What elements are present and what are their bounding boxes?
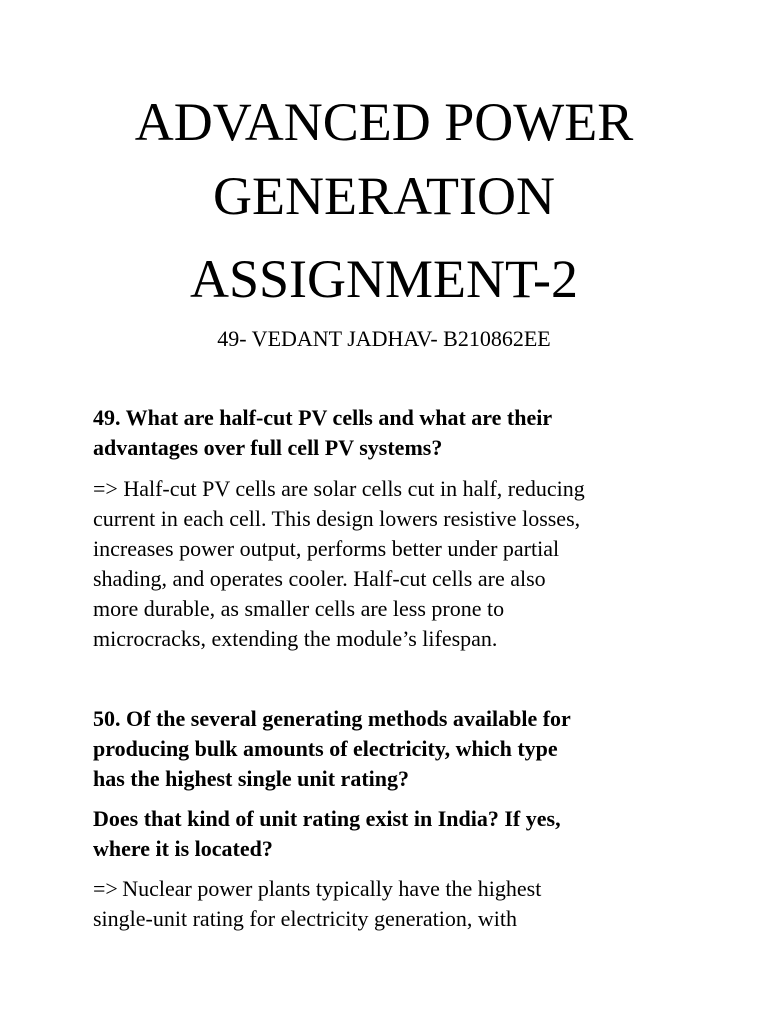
answer-49 (93, 474, 693, 654)
answer-49-line: microcracks, extending the module’s lifespan. (93, 626, 498, 651)
answer-50-line: => Nuclear power plants typically have the highest (93, 876, 542, 901)
author-line: 49- VEDANT JADHAV- B210862EE (217, 326, 551, 351)
answer-50-line: single-unit rating for electricity generation, with (93, 906, 517, 931)
title-line-2: GENERATION (213, 166, 555, 226)
question-50-part-2 (93, 804, 693, 864)
answer-49-line: => Half-cut PV cells are solar cells cut in half, reducing (93, 476, 585, 501)
question-49 (93, 403, 693, 463)
question-50-part-2-line: where it is located? (93, 836, 273, 861)
question-50-line: 50. Of the several generating methods available for (93, 706, 571, 731)
question-49-line: 49. What are half-cut PV cells and what are their (93, 405, 553, 430)
answer-49-line: increases power output, performs better under partial (93, 536, 560, 561)
answer-49-line: current in each cell. This design lowers resistive losses, (93, 506, 581, 531)
title-line-1: ADVANCED POWER (134, 92, 634, 152)
answer-49-line: shading, and operates cooler. Half-cut cells are also (93, 566, 546, 591)
question-50-line: has the highest single unit rating? (93, 766, 409, 791)
answer-49-line: more durable, as smaller cells are less prone to (93, 596, 505, 621)
question-50-line: producing bulk amounts of electricity, which type (93, 736, 558, 761)
question-50 (93, 704, 693, 794)
question-49-line: advantages over full cell PV systems? (93, 435, 443, 460)
title-line-3: ASSIGNMENT-2 (189, 249, 579, 309)
question-50-part-2-line: Does that kind of unit rating exist in India? If yes, (93, 806, 561, 831)
answer-50 (93, 874, 693, 934)
